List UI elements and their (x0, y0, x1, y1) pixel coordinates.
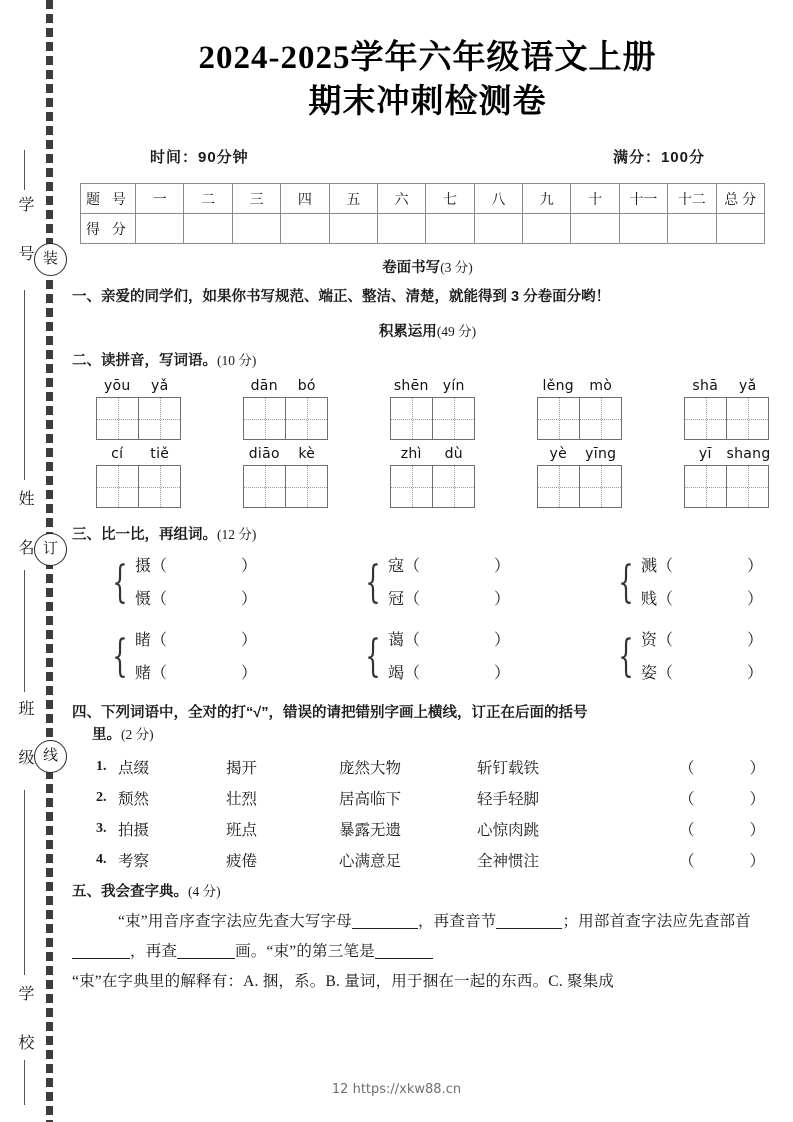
compare-item[interactable] (388, 657, 510, 690)
compare-paren-close: ） (241, 665, 258, 682)
score-cell-5[interactable] (329, 214, 377, 244)
compare-char: 竭（ (387, 665, 420, 682)
dict-blank-radical[interactable] (72, 958, 130, 959)
pinyin-reading (243, 446, 328, 462)
compare-char: 睹（ (135, 632, 168, 649)
score-cell-7[interactable] (426, 214, 474, 244)
pinyin-reading (684, 378, 769, 394)
dict-text-d: 查字法应先查部首 (625, 913, 751, 930)
title-line-1: 2024-2025学年六年级语文上册 (198, 40, 657, 76)
question-2-heading (62, 350, 793, 372)
tianzige-cell[interactable] (538, 398, 580, 439)
pinyin-syllable-1: dān (250, 378, 278, 394)
score-table-container (62, 167, 793, 244)
dict-blank-strokes[interactable] (177, 958, 235, 959)
tianzige-cell[interactable] (97, 398, 139, 439)
compare-paren-close: ） (494, 591, 511, 608)
handwriting-heading-points: (3 分) (440, 260, 473, 275)
pinyin-item (537, 378, 622, 440)
paren-open: （ (679, 759, 695, 777)
word-row-number: 1. (96, 758, 107, 774)
question-4-heading (62, 702, 793, 746)
pinyin-reading (96, 378, 181, 394)
compare-paren-close: ） (746, 591, 763, 608)
score-table-row-label-score: 得 分 (81, 214, 136, 244)
pinyin-syllable-1: shēn (393, 378, 429, 394)
compare-item[interactable] (388, 583, 510, 616)
margin-label-school: 学 校 (16, 985, 33, 1058)
tianzige-cell[interactable] (244, 398, 286, 439)
word-option-3: 庞然大物 (339, 759, 402, 777)
compare-words-row-2 (62, 616, 793, 690)
pinyin-item (390, 446, 475, 508)
word-check-list (62, 746, 793, 875)
binding-token-zhuang: 装 (34, 243, 67, 276)
paren-close: ） (749, 852, 765, 870)
word-option-4: 全神惯注 (477, 852, 540, 870)
tianzige-cell[interactable] (286, 466, 327, 507)
score-table-col-12: 十二 (668, 184, 716, 214)
exam-total-score: 满分：100分 (612, 149, 705, 166)
dict-text-f: 画。“束”的第三笔是 (235, 943, 375, 960)
pinyin-reading (537, 446, 622, 462)
word-answer-parens[interactable] (679, 787, 765, 809)
compare-item[interactable] (388, 550, 510, 583)
pinyin-syllable-2: mò (589, 378, 613, 394)
pinyin-syllable-2: bó (297, 378, 316, 394)
compare-char: 蔼（ (387, 632, 420, 649)
compare-pair-group (641, 550, 763, 616)
tianzige-grid[interactable] (243, 397, 328, 440)
score-cell-12[interactable] (668, 214, 716, 244)
pinyin-item (537, 446, 622, 508)
pinyin-item (684, 446, 769, 508)
score-cell-11[interactable] (619, 214, 667, 244)
word-answer-parens[interactable] (679, 756, 765, 778)
pinyin-item (243, 446, 328, 508)
exam-duration: 时间：90分钟 (150, 149, 249, 166)
compare-pair-group (388, 550, 510, 616)
word-option-1: 颓然 (118, 790, 150, 808)
brace-icon: { (112, 557, 128, 608)
score-table-col-11: 十一 (619, 184, 667, 214)
pinyin-syllable-1: cí (111, 446, 124, 462)
pinyin-reading (390, 378, 475, 394)
question-1-text: 一、亲爱的同学们，如果你书写规范、端正、整洁、清楚，就能得到 3 分卷面分哟！ (72, 289, 611, 305)
compare-block (359, 624, 510, 690)
score-table-col-8: 八 (474, 184, 522, 214)
score-table-col-4: 四 (281, 184, 329, 214)
pinyin-reading (243, 378, 328, 394)
margin-label-class: 班 级 (16, 700, 33, 773)
compare-char: 摄（ (135, 558, 168, 575)
compare-paren-close: ） (241, 558, 258, 575)
tianzige-cell[interactable] (139, 398, 180, 439)
accumulate-heading-text: 积累运用 (378, 324, 437, 340)
tianzige-cell[interactable] (433, 398, 474, 439)
tianzige-cell[interactable] (727, 466, 768, 507)
word-row-number: 4. (96, 851, 107, 867)
tianzige-cell[interactable] (97, 466, 139, 507)
dict-blank-syllable[interactable] (496, 928, 562, 929)
pinyin-syllable-1: diāo (248, 446, 280, 462)
compare-char: 资（ (640, 632, 673, 649)
compare-char: 冠（ (387, 591, 420, 608)
tianzige-cell[interactable] (139, 466, 180, 507)
tianzige-cell[interactable] (286, 398, 327, 439)
score-cell-4[interactable] (281, 214, 329, 244)
list-item (96, 844, 765, 875)
compare-pair-group (641, 624, 763, 690)
pinyin-syllable-2: dù (444, 446, 463, 462)
compare-pair-group (135, 550, 257, 616)
page-title (62, 0, 793, 124)
question-4-points: (2 分) (121, 727, 154, 742)
compare-char: 溅（ (640, 558, 673, 575)
compare-block (612, 550, 763, 616)
binding-token-ding: 订 (34, 533, 67, 566)
score-table-col-1: 一 (136, 184, 184, 214)
question-2-label: 二、读拼音，写词语。 (72, 353, 217, 369)
pinyin-item (684, 378, 769, 440)
tianzige-cell[interactable] (538, 466, 580, 507)
tianzige-grid[interactable] (684, 465, 769, 508)
brace-icon: { (618, 631, 634, 682)
question-5-points: (4 分) (188, 884, 221, 899)
pinyin-syllable-2: yǎ (151, 378, 169, 394)
score-cell-9[interactable] (523, 214, 571, 244)
score-table-row-label-question: 题 号 (81, 184, 136, 214)
word-option-2: 壮烈 (226, 790, 258, 808)
list-item (96, 751, 765, 782)
word-option-4: 心惊肉跳 (477, 821, 540, 839)
word-option-2: 揭开 (226, 759, 258, 777)
section-heading-handwriting (62, 256, 793, 277)
compare-item[interactable] (135, 550, 257, 583)
score-cell-1[interactable] (136, 214, 184, 244)
binding-margin (0, 0, 62, 1122)
accumulate-heading-points: (49 分) (436, 324, 477, 339)
dict-text-e: ，再查 (130, 943, 178, 960)
compare-paren-close: ） (494, 665, 511, 682)
compare-item[interactable] (388, 624, 510, 657)
pinyin-reading (390, 446, 475, 462)
dict-text-a: “束”用音序查字法应先查大写字母 (118, 913, 352, 930)
compare-block (359, 550, 510, 616)
list-item (96, 782, 765, 813)
score-cell-2[interactable] (184, 214, 232, 244)
tianzige-grid[interactable] (537, 465, 622, 508)
tianzige-cell[interactable] (580, 398, 621, 439)
word-row-number: 2. (96, 789, 107, 805)
pinyin-reading (96, 446, 181, 462)
score-table-col-7: 七 (426, 184, 474, 214)
question-3-label: 三、比一比，再组词。 (72, 527, 217, 543)
title-line-2: 期末冲刺检测卷 (308, 84, 547, 120)
word-option-2: 疲倦 (226, 852, 258, 870)
brace-icon: { (618, 557, 634, 608)
pinyin-item (96, 378, 181, 440)
dict-blank-letter[interactable] (352, 928, 418, 929)
question-4-label: 四、下列词语中，全对的打“√”，错误的请把错别字画上横线，订正在后面的括号 (72, 705, 588, 721)
tianzige-grid[interactable] (243, 465, 328, 508)
tianzige-grid[interactable] (96, 397, 181, 440)
score-cell-total[interactable] (716, 214, 765, 244)
compare-paren-close: ） (494, 558, 511, 575)
word-option-2: 班点 (226, 821, 258, 839)
score-table-col-6: 六 (377, 184, 425, 214)
compare-item[interactable] (135, 583, 257, 616)
score-cell-3[interactable] (232, 214, 280, 244)
pinyin-row-1 (62, 372, 793, 440)
compare-char: 赌（ (135, 665, 168, 682)
pinyin-item (243, 378, 328, 440)
compare-pair-group (388, 624, 510, 690)
compare-paren-close: ） (241, 591, 258, 608)
word-answer-parens[interactable] (679, 849, 765, 871)
compare-paren-close: ） (241, 632, 258, 649)
paren-close: ） (749, 790, 765, 808)
compare-item[interactable] (641, 550, 763, 583)
score-cell-8[interactable] (474, 214, 522, 244)
tianzige-cell[interactable] (727, 398, 768, 439)
pinyin-item (96, 446, 181, 508)
compare-char: 慑（ (135, 591, 168, 608)
word-option-4: 轻手轻脚 (477, 790, 540, 808)
pinyin-syllable-2: yǎ (739, 378, 757, 394)
word-option-1: 拍摄 (118, 821, 150, 839)
binding-rule-1 (24, 150, 25, 190)
binding-rule-2 (24, 290, 25, 480)
dictionary-question-body (62, 903, 793, 967)
score-cell-10[interactable] (571, 214, 619, 244)
word-option-4: 斩钉载铁 (477, 759, 540, 777)
tianzige-cell[interactable] (580, 466, 621, 507)
tianzige-grid[interactable] (390, 397, 475, 440)
pinyin-reading (537, 378, 622, 394)
page-watermark: 12 https://xkw88.cn (331, 1082, 462, 1097)
exam-page-body (62, 0, 793, 1122)
exam-meta-row (62, 124, 793, 167)
tianzige-cell[interactable] (244, 466, 286, 507)
score-table-col-2: 二 (184, 184, 232, 214)
pinyin-syllable-2: yín (442, 378, 465, 394)
compare-char: 寇（ (387, 558, 420, 575)
compare-char: 姿（ (640, 665, 673, 682)
tianzige-cell[interactable] (391, 398, 433, 439)
tianzige-cell[interactable] (391, 466, 433, 507)
question-3-heading (62, 524, 793, 546)
compare-paren-close: ） (494, 632, 511, 649)
tianzige-grid[interactable] (537, 397, 622, 440)
table-row-scores (81, 214, 765, 244)
compare-pair-group (135, 624, 257, 690)
pinyin-syllable-2: shang (726, 446, 771, 462)
question-4-label-continued (72, 724, 777, 746)
pinyin-reading (684, 446, 769, 462)
compare-block (106, 624, 257, 690)
question-3-points: (12 分) (217, 527, 257, 542)
paren-open: （ (679, 852, 695, 870)
tianzige-grid[interactable] (390, 465, 475, 508)
pinyin-syllable-1: lěng (542, 378, 574, 394)
word-option-3: 心满意足 (339, 852, 402, 870)
compare-block (106, 550, 257, 616)
margin-label-student-id: 学 号 (16, 196, 33, 269)
binding-token-xian: 线 (34, 740, 67, 773)
compare-char: 贱（ (640, 591, 673, 608)
pinyin-syllable-1: yī (698, 446, 712, 462)
tianzige-cell[interactable] (685, 466, 727, 507)
compare-block (612, 624, 763, 690)
word-option-3: 居高临下 (339, 790, 402, 808)
dictionary-definitions-line: “束”在字典里的解释有：A. 捆，系。B. 量词，用于捆在一起的东西。C. 聚集成 (72, 973, 615, 990)
score-table-col-10: 十 (571, 184, 619, 214)
tianzige-grid[interactable] (684, 397, 769, 440)
paren-open: （ (679, 821, 695, 839)
brace-icon: { (365, 557, 381, 608)
dict-blank-third-stroke[interactable] (375, 958, 433, 959)
word-row-number: 3. (96, 820, 107, 836)
section-heading-accumulate (62, 320, 793, 341)
pinyin-syllable-1: yōu (103, 378, 131, 394)
list-item (96, 813, 765, 844)
score-table (80, 183, 765, 244)
compare-paren-close: ） (746, 558, 763, 575)
handwriting-heading-text: 卷面书写 (382, 260, 441, 276)
pinyin-row-2 (62, 440, 793, 508)
word-option-1: 考察 (118, 852, 150, 870)
dict-text-b: ，再查音节 (417, 913, 497, 930)
compare-words-row-1 (62, 546, 793, 616)
pinyin-syllable-2: tiě (150, 446, 170, 462)
tianzige-cell[interactable] (433, 466, 474, 507)
tianzige-cell[interactable] (685, 398, 727, 439)
score-table-col-total: 总 分 (716, 184, 765, 214)
question-2-points: (10 分) (217, 353, 257, 368)
brace-icon: { (112, 631, 128, 682)
pinyin-syllable-1: shā (692, 378, 719, 394)
word-option-1: 点缀 (118, 759, 150, 777)
table-row-question-numbers (81, 184, 765, 214)
brace-icon: { (365, 631, 381, 682)
paren-close: ） (749, 821, 765, 839)
tianzige-grid[interactable] (96, 465, 181, 508)
compare-paren-close: ） (746, 632, 763, 649)
pinyin-syllable-2: kè (298, 446, 316, 462)
compare-item[interactable] (135, 624, 257, 657)
pinyin-syllable-1: zhì (400, 446, 422, 462)
compare-item[interactable] (135, 657, 257, 690)
paren-close: ） (749, 759, 765, 777)
paren-open: （ (679, 790, 695, 808)
question-5-label: 五、我会查字典。 (72, 884, 188, 900)
score-cell-6[interactable] (377, 214, 425, 244)
dict-text-c: ；用部首 (562, 913, 626, 930)
compare-paren-close: ） (746, 665, 763, 682)
score-table-col-9: 九 (523, 184, 571, 214)
compare-item[interactable] (641, 624, 763, 657)
compare-item[interactable] (641, 657, 763, 690)
pinyin-item (390, 378, 475, 440)
binding-rule-3 (24, 570, 25, 692)
pinyin-syllable-1: yè (549, 446, 567, 462)
word-option-3: 暴露无遗 (339, 821, 402, 839)
compare-item[interactable] (641, 583, 763, 616)
binding-rule-4 (24, 790, 25, 975)
word-answer-parens[interactable] (679, 818, 765, 840)
question-5-heading (62, 881, 793, 903)
score-table-col-3: 三 (232, 184, 280, 214)
question-4-label-tail: 里。 (92, 727, 121, 743)
pinyin-syllable-2: yīng (585, 446, 617, 462)
margin-label-name: 姓 名 (16, 490, 33, 563)
score-table-col-5: 五 (329, 184, 377, 214)
